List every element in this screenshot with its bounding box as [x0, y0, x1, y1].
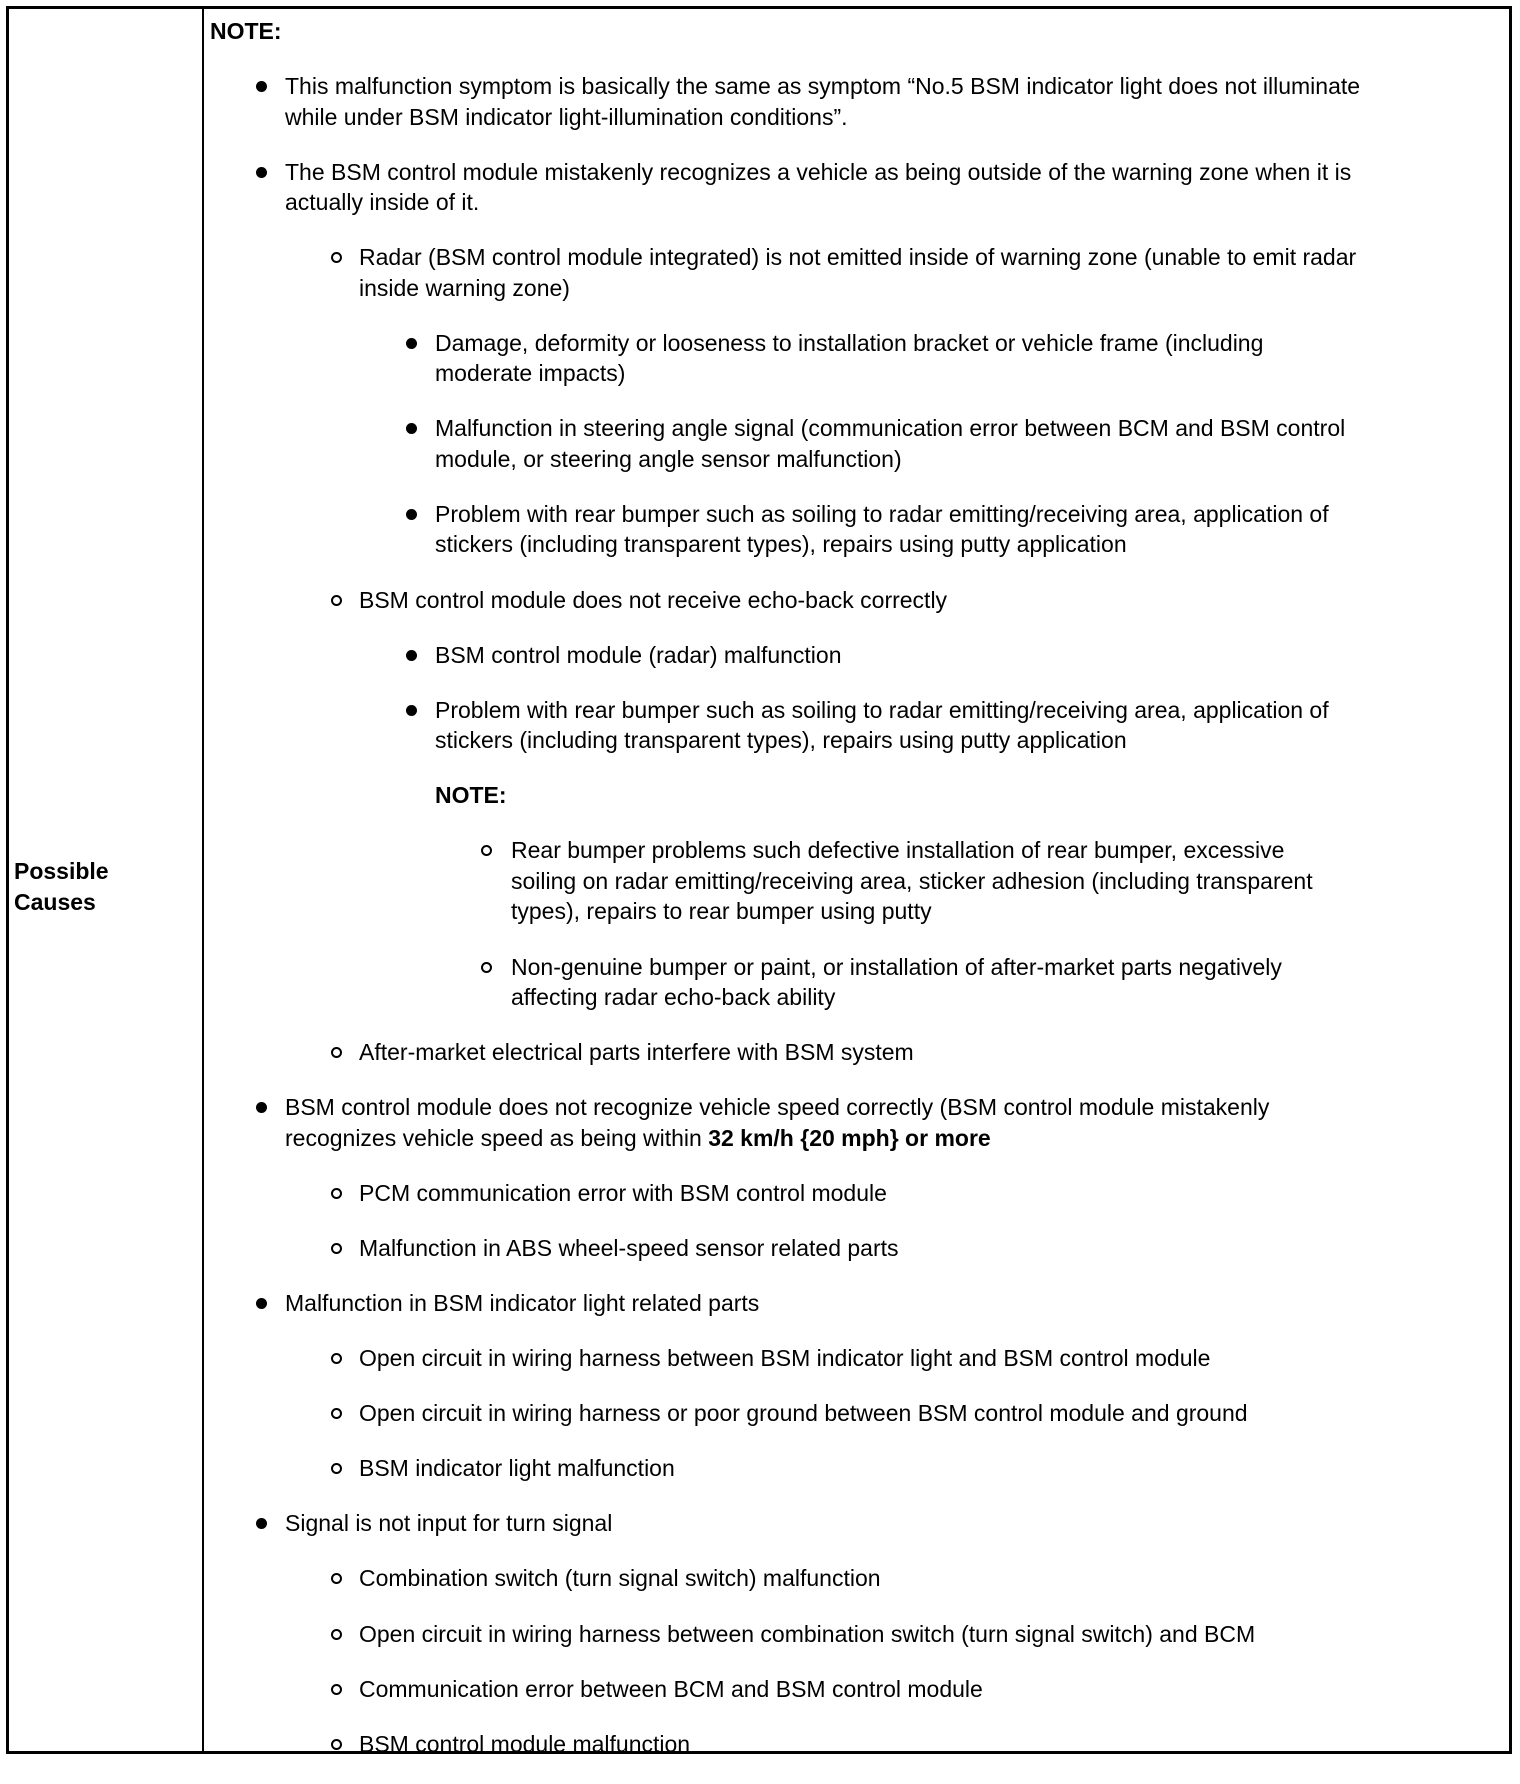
- list-item-text: Damage, deformity or looseness to installation bracket or vehicle frame (including moderate impacts): [435, 329, 1264, 387]
- list-item: [204, 1619, 1509, 1650]
- hollow-bullet-icon: [331, 1684, 342, 1695]
- list-item-text: Rear bumper problems such defective installation of rear bumper, excessive soiling on radar emitting/receiving area, sticker adhesion (including transparent types), repairs to rear bumper using putty: [511, 837, 1313, 925]
- bullet-icon: [256, 167, 267, 178]
- list-item: [204, 1729, 1509, 1760]
- list-item: [204, 695, 1509, 756]
- list-item-text: This malfunction symptom is basically the same as symptom “No.5 BSM indicator light does not illuminate while under BSM indicator light-illumination conditions”.: [285, 73, 1361, 130]
- hollow-bullet-icon: [331, 1188, 342, 1199]
- list-item: [204, 1037, 1509, 1068]
- list-item-text: Non-genuine bumper or paint, or installation of after-market parts negatively affecting radar echo-back ability: [511, 953, 1282, 1011]
- hollow-bullet-icon: [331, 1243, 342, 1254]
- list-item: [204, 952, 1509, 1013]
- list-item-text: Signal is not input for turn signal: [285, 1510, 613, 1537]
- hollow-bullet-icon: [331, 1408, 342, 1419]
- list-item: [204, 157, 1509, 218]
- list-item: [204, 1453, 1509, 1484]
- list-item-text: BSM control module does not recognize vehicle speed correctly (BSM control module mistakenly recognizes vehicle speed as being within: [285, 1094, 1270, 1151]
- list-item-text: Open circuit in wiring harness or poor ground between BSM control module and ground: [359, 1400, 1248, 1427]
- list-item-text: Problem with rear bumper such as soiling to radar emitting/receiving area, application of stickers (including transparent types), repairs using putty application: [435, 696, 1329, 754]
- list-item-text: Communication error between BCM and BSM control module: [359, 1675, 983, 1702]
- list-item-text: Radar (BSM control module integrated) is not emitted inside of warning zone (unable to emit radar inside warning zone): [359, 244, 1357, 301]
- bullet-icon: [256, 1518, 267, 1529]
- hollow-bullet-icon: [331, 1573, 342, 1584]
- list-item: [204, 640, 1509, 671]
- list-item-text: The BSM control module mistakenly recognizes a vehicle as being outside of the warning zone when it is actually inside of it.: [285, 158, 1352, 216]
- bold-speed-value: 32 km/h {20 mph} or more: [708, 1124, 991, 1151]
- hollow-bullet-icon: [331, 1463, 342, 1474]
- list-item: [204, 242, 1509, 303]
- list-item: [204, 1092, 1509, 1153]
- list-item: [204, 1233, 1509, 1264]
- list-item: [204, 585, 1509, 616]
- hollow-bullet-icon: [331, 1629, 342, 1640]
- causes-list: [204, 71, 1509, 1784]
- bullet-icon: [406, 509, 417, 520]
- hollow-bullet-icon: [481, 845, 492, 856]
- list-item-text: Combination switch (turn signal switch) malfunction: [359, 1565, 881, 1592]
- hollow-bullet-icon: [481, 962, 492, 973]
- label-cell: [9, 9, 204, 1751]
- causes-table: [6, 6, 1512, 1757]
- hollow-bullet-icon: [331, 1047, 342, 1058]
- bullet-icon: [406, 423, 417, 434]
- list-item: [204, 1288, 1509, 1319]
- nested-note-heading: NOTE:: [435, 782, 507, 809]
- content-cell: [204, 9, 1509, 1757]
- list-item-text: Malfunction in ABS wheel-speed sensor related parts: [359, 1234, 899, 1261]
- bullet-icon: [406, 705, 417, 716]
- bullet-icon: [406, 650, 417, 661]
- list-item-text: Open circuit in wiring harness between BSM indicator light and BSM control module: [359, 1345, 1211, 1372]
- row-label: Possible Causes: [14, 858, 109, 915]
- list-item: [204, 328, 1509, 389]
- list-item-text: Malfunction in steering angle signal (communication error between BCM and BSM control module, or steering angle sensor malfunction): [435, 415, 1346, 472]
- bullet-icon: [256, 1102, 267, 1113]
- hollow-bullet-icon: [331, 1353, 342, 1364]
- list-item: [204, 1343, 1509, 1374]
- list-item-text: BSM control module (radar) malfunction: [435, 641, 842, 668]
- hollow-bullet-icon: [331, 595, 342, 606]
- list-item: [204, 1674, 1509, 1705]
- list-item: [204, 1398, 1509, 1429]
- list-item-text: BSM indicator light malfunction: [359, 1455, 675, 1482]
- list-item: [204, 835, 1509, 927]
- list-item-text: BSM control module does not receive echo-back correctly: [359, 586, 948, 613]
- list-item: [204, 413, 1509, 474]
- list-item-text: Malfunction in BSM indicator light related parts: [285, 1290, 760, 1316]
- list-item: [204, 71, 1509, 132]
- list-item: [204, 1563, 1509, 1594]
- bullet-icon: [406, 338, 417, 349]
- list-item: [204, 1508, 1509, 1539]
- list-item-text: BSM control module malfunction: [359, 1730, 691, 1757]
- note-heading: NOTE:: [210, 18, 282, 44]
- list-item-text: Problem with rear bumper such as soiling to radar emitting/receiving area, application of stickers (including transparent types), repairs using putty application: [435, 500, 1329, 558]
- bullet-icon: [256, 1298, 267, 1309]
- list-item: [204, 1178, 1509, 1209]
- bullet-icon: [256, 81, 267, 92]
- hollow-bullet-icon: [331, 252, 342, 263]
- hollow-bullet-icon: [331, 1739, 342, 1750]
- list-item-text: After-market electrical parts interfere with BSM system: [359, 1039, 914, 1066]
- list-item-text: PCM communication error with BSM control module: [359, 1179, 887, 1206]
- list-item: [204, 499, 1509, 560]
- list-item-text: Open circuit in wiring harness between combination switch (turn signal switch) and BCM: [359, 1620, 1256, 1647]
